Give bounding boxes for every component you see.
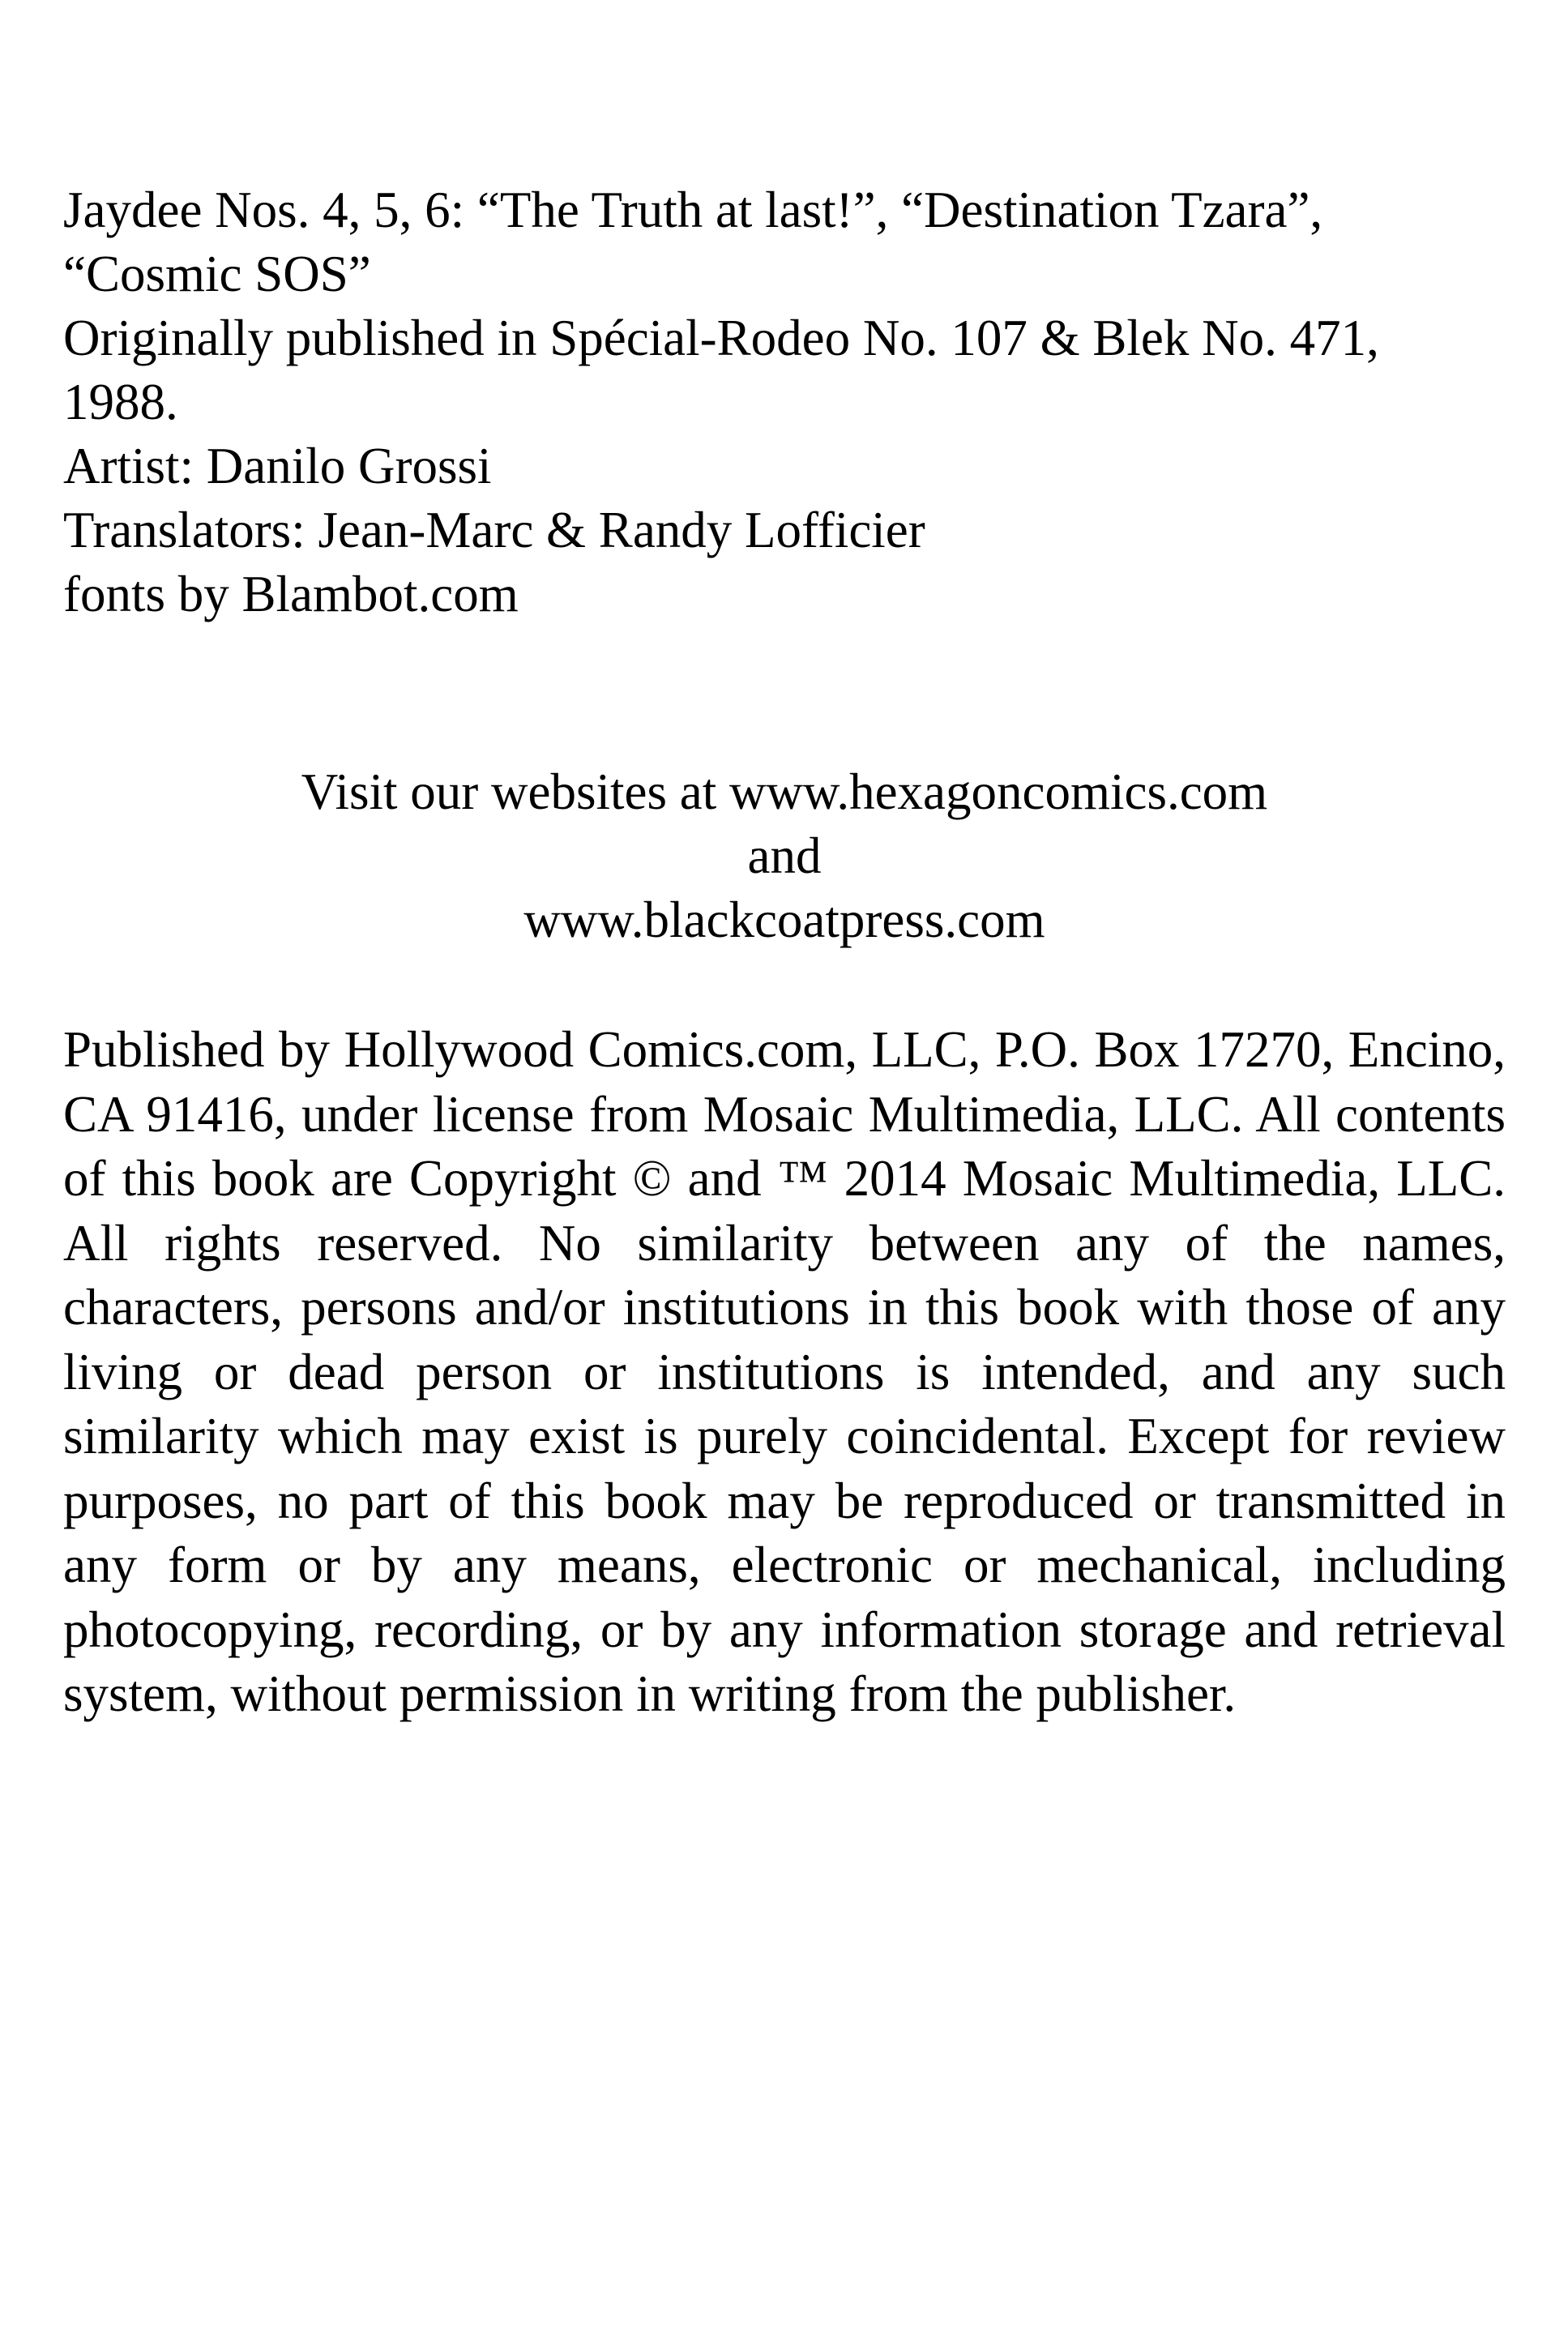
websites-intro-line: Visit our websites at www.hexagoncomics.com [301, 763, 1268, 820]
legal-notice: Published by Hollywood Comics.com, LLC, P.O. Box 17270, Encino, CA 91416, under license from Mosaic Multimedia, LLC. All contents of this book are Copyright © and ™ 2014 Mosaic Multimedia, LLC. All rights reserved. No similarity between any of the names, characters, persons and/or institutions in this book with those of any living or dead person or institutions is intended, and any such similarity which may exist is purely coincidental. Except for review purposes, no part of this book may be reproduced or transmitted in any form or by any means, electronic or mechanical, including photocopying, recording, or by any information storage and retrieval system, without permission in writing from the publisher. [63, 1021, 1506, 1722]
credits-line-title: Jaydee Nos. 4, 5, 6: “The Truth at last!”, “Destination Tzara”, [63, 182, 1323, 238]
websites-url-line: www.blackcoatpress.com [523, 891, 1045, 948]
credits-line-fonts: fonts by Blambot.com [63, 566, 519, 622]
credits-line-title-cont: “Cosmic SOS” [63, 246, 371, 302]
websites-and-line: and [747, 827, 822, 884]
credits-line-original-publication: Originally published in Spécial-Rodeo No. 107 & Blek No. 471, [63, 310, 1379, 366]
credits-line-translators: Translators: Jean-Marc & Randy Lofficier [63, 502, 925, 558]
credits-block [63, 178, 1514, 626]
credits-line-year: 1988. [63, 374, 178, 430]
websites-block [63, 760, 1506, 952]
credits-line-artist: Artist: Danilo Grossi [63, 438, 492, 494]
